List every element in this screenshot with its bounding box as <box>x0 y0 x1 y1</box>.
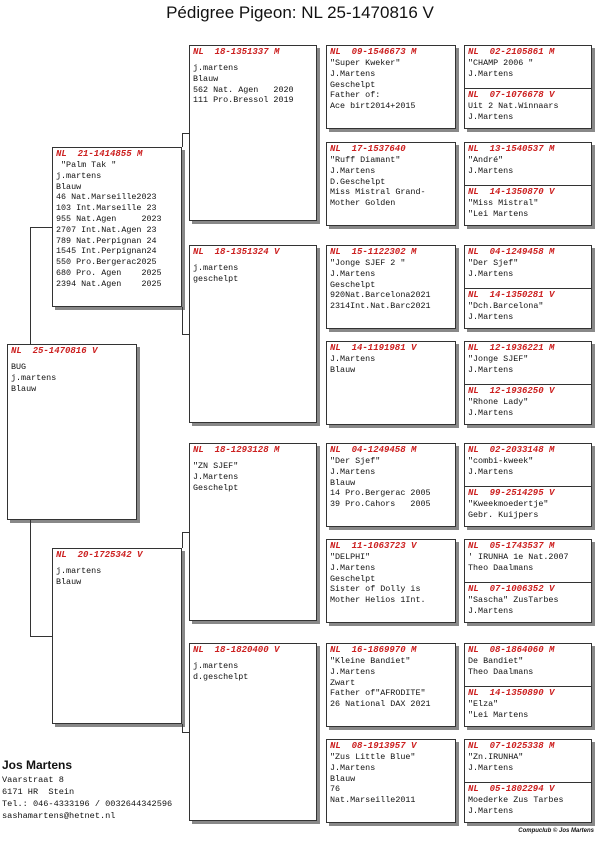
ring-number: NL 14-1350281 V <box>468 290 555 300</box>
ring-number: NL 25-1470816 V <box>11 346 98 356</box>
bird-details <box>190 63 316 106</box>
detail-line: Nat.Marseille2011 <box>330 795 416 806</box>
detail-line: J.Martens <box>468 605 514 616</box>
pigeon-card-great-grandparent[interactable] <box>326 739 456 823</box>
connector-line <box>182 532 189 533</box>
detail-line: Uit 2 Nat.Winnaars <box>468 101 559 111</box>
detail-line: J.Martens <box>330 762 376 773</box>
detail-line: Blauw <box>193 73 219 84</box>
bird-details <box>465 552 591 574</box>
detail-line: "Elza" <box>468 699 499 709</box>
pigeon-card-grandparent[interactable] <box>189 245 317 423</box>
ring-number: NL 05-1743537 M <box>468 541 555 551</box>
pigeon-card-great-grandparent[interactable] <box>326 443 456 527</box>
owner-address: Vaarstraat 8 <box>2 775 64 785</box>
ring-number: NL 07-1006352 V <box>468 584 555 594</box>
detail-line: Blauw <box>56 576 82 587</box>
ring-number: NL 02-2105861 M <box>468 47 555 57</box>
detail-line: Theo Daalmans <box>468 562 534 573</box>
detail-line: "DELPHI" <box>330 552 371 562</box>
detail-line: Father of"AFRODITE" <box>330 688 426 699</box>
pigeon-card-dam[interactable] <box>465 88 591 129</box>
pigeon-card-dam[interactable] <box>465 288 591 329</box>
pigeon-card-dam[interactable] <box>465 686 591 727</box>
ring-number: NL 04-1249458 M <box>330 445 417 455</box>
pigeon-card-subject[interactable] <box>7 344 137 520</box>
pigeon-card-sire[interactable] <box>465 46 591 88</box>
ring-number: NL 20-1725342 V <box>56 550 143 560</box>
detail-line: Mother Helios 1Int. <box>330 595 426 606</box>
bird-details <box>190 263 316 285</box>
connector-line <box>182 307 183 334</box>
detail-line: 111 Pro.Bressol 2019 <box>193 95 294 106</box>
detail-line: "André" <box>468 155 504 165</box>
detail-line: Theo Daalmans <box>468 666 534 677</box>
detail-line: Blauw <box>330 773 356 784</box>
bird-details <box>465 499 591 521</box>
connector-line <box>30 520 31 636</box>
pigeon-card-dam[interactable] <box>465 384 591 425</box>
bird-details <box>53 160 181 290</box>
pigeon-card-great-grandparent[interactable] <box>326 643 456 727</box>
pigeon-card-parent[interactable] <box>52 548 182 724</box>
detail-line: Miss Mistral Grand- <box>330 187 426 198</box>
ring-number: NL 15-1122302 M <box>330 247 417 257</box>
connector-line <box>30 227 31 344</box>
detail-line: "Der Sjef" <box>330 456 381 466</box>
bird-details <box>327 456 455 510</box>
detail-line: d.geschelpt <box>193 671 249 682</box>
bird-details <box>465 101 591 123</box>
detail-line: 103 Int.Marseille 23 <box>56 203 157 214</box>
detail-line: Geschelpt <box>330 79 376 90</box>
pigeon-card-grandparent[interactable] <box>189 45 317 221</box>
detail-line: "Lei Martens <box>468 709 529 720</box>
bird-details <box>190 661 316 683</box>
connector-line <box>30 227 52 228</box>
bird-details <box>327 155 455 209</box>
detail-line: 1545 Int.Perpignan24 <box>56 246 157 257</box>
detail-line: J.Martens <box>468 364 514 375</box>
ring-number: NL 13-1540537 M <box>468 144 555 154</box>
detail-line: J.Martens <box>468 762 514 773</box>
detail-line: J.Martens <box>468 311 514 322</box>
detail-line: 955 Nat.Agen 2023 <box>56 213 162 224</box>
detail-line: J.Martens <box>468 805 514 816</box>
ancestor-pair <box>464 142 592 226</box>
ancestor-pair <box>464 539 592 623</box>
detail-line: 562 Nat. Agen 2020 <box>193 84 294 95</box>
ring-number: NL 12-1936250 V <box>468 386 555 396</box>
detail-line: Blauw <box>56 181 82 192</box>
pigeon-card-sire[interactable] <box>465 644 591 686</box>
detail-line: "Kleine Bandiet" <box>330 656 411 666</box>
bird-details <box>327 752 455 806</box>
ring-number: NL 05-1802294 V <box>468 784 555 794</box>
detail-line: "Ruff Diamant" <box>330 155 401 165</box>
detail-line: Moederke Zus Tarbes <box>468 795 564 805</box>
detail-line: Gebr. Kuijpers <box>468 509 539 520</box>
connector-line <box>30 636 52 637</box>
detail-line: j.martens <box>56 566 102 576</box>
bird-details <box>465 198 591 220</box>
bird-details <box>465 354 591 376</box>
bird-details <box>327 354 455 376</box>
detail-line: "CHAMP 2006 " <box>468 58 534 68</box>
detail-line: 2707 Int.Nat.Agen 23 <box>56 224 157 235</box>
detail-line: J.Martens <box>330 666 376 677</box>
detail-line: Geschelpt <box>193 482 239 493</box>
detail-line: "Jonge SJEF 2 " <box>330 258 406 268</box>
bird-details <box>465 301 591 323</box>
detail-line: 39 Pro.Cahors 2005 <box>330 499 431 510</box>
pigeon-card-great-grandparent[interactable] <box>326 45 456 129</box>
detail-line: J.Martens <box>330 466 376 477</box>
bird-details <box>53 566 181 588</box>
bird-details <box>327 552 455 606</box>
bird-details <box>327 58 455 112</box>
detail-line: Blauw <box>11 383 37 394</box>
ring-number: NL 17-1537640 <box>330 144 406 154</box>
bird-details <box>465 258 591 280</box>
ring-number: NL 16-1869970 M <box>330 645 417 655</box>
detail-line: j.martens <box>193 63 239 73</box>
owner-tel: Tel.: 046-4333196 / 0032644342596 <box>2 799 173 809</box>
ancestor-pair <box>464 341 592 425</box>
detail-line: "Kweekmoedertje" <box>468 499 549 509</box>
detail-line: "Zus Little Blue" <box>330 752 416 762</box>
bird-details <box>465 699 591 721</box>
detail-line: "Der Sjef" <box>468 258 519 268</box>
pigeon-card-great-grandparent[interactable] <box>326 341 456 425</box>
detail-line: 2314Int.Nat.Barc2021 <box>330 301 431 312</box>
pigeon-card-dam[interactable] <box>465 782 591 823</box>
detail-line: 680 Pro. Agen 2025 <box>56 267 162 278</box>
detail-line: J.Martens <box>468 268 514 279</box>
ring-number: NL 18-1351324 V <box>193 247 280 257</box>
detail-line: Mother Golden <box>330 198 396 209</box>
detail-line: "Miss Mistral" <box>468 198 539 208</box>
ancestor-pair <box>464 643 592 727</box>
detail-line: 2394 Nat.Agen 2025 <box>56 278 162 289</box>
detail-line: j.martens <box>193 661 239 671</box>
bird-details <box>465 595 591 617</box>
bird-details <box>465 795 591 817</box>
pigeon-card-sire[interactable] <box>465 342 591 384</box>
connector-line <box>182 724 183 732</box>
detail-line: "Rhone Lady" <box>468 397 529 407</box>
detail-line: 46 Nat.Marseille2023 <box>56 192 157 203</box>
ring-number: NL 18-1820400 V <box>193 645 280 655</box>
ring-number: NL 07-1025338 M <box>468 741 555 751</box>
pigeon-card-sire[interactable] <box>465 540 591 582</box>
detail-line: j.martens <box>193 263 239 273</box>
detail-line: 550 Pro.Bergerac2025 <box>56 257 157 268</box>
detail-line: J.Martens <box>330 354 376 364</box>
detail-line: 789 Nat.Perpignan 24 <box>56 235 157 246</box>
connector-line <box>182 133 189 134</box>
ancestor-pair <box>464 45 592 129</box>
pigeon-card-sire[interactable] <box>465 740 591 782</box>
ring-number: NL 12-1936221 M <box>468 343 555 353</box>
owner-city: 6171 HR Stein <box>2 787 75 797</box>
detail-line: Zwart <box>330 677 356 688</box>
detail-line: J.Martens <box>330 165 376 176</box>
detail-line: De Bandiet" <box>468 656 524 666</box>
pigeon-card-sire[interactable] <box>465 143 591 185</box>
pigeon-card-dam[interactable] <box>465 185 591 226</box>
bird-details <box>8 362 136 394</box>
ring-number: NL 07-1076678 V <box>468 90 555 100</box>
pigeon-card-dam[interactable] <box>465 486 591 527</box>
detail-line: 76 <box>330 784 341 795</box>
pigeon-card-sire[interactable] <box>465 444 591 486</box>
detail-line: "combi-kweek" <box>468 456 534 466</box>
detail-line: J.Martens <box>330 68 376 79</box>
bird-details <box>465 656 591 678</box>
connector-line <box>182 532 183 548</box>
ring-number: NL 14-1350870 V <box>468 187 555 197</box>
detail-line: J.Martens <box>468 165 514 176</box>
ring-number: NL 14-1350890 V <box>468 688 555 698</box>
detail-line: "Zn.IRUNHA" <box>468 752 524 762</box>
ring-number: NL 02-2033148 M <box>468 445 555 455</box>
detail-line: Blauw <box>330 364 356 375</box>
detail-line: "Super Kweker" <box>330 58 401 68</box>
ring-number: NL 08-1913957 V <box>330 741 417 751</box>
detail-line: J.Martens <box>468 407 514 418</box>
pigeon-card-great-grandparent[interactable] <box>326 539 456 623</box>
pigeon-card-grandparent[interactable] <box>189 443 317 621</box>
page-title: Pédigree Pigeon: NL 25-1470816 V <box>166 3 434 22</box>
pigeon-card-sire[interactable] <box>465 246 591 288</box>
connector-line <box>182 133 183 147</box>
detail-line: "ZN SJEF" <box>193 461 239 471</box>
bird-details <box>327 258 455 312</box>
detail-line: Blauw <box>330 477 356 488</box>
detail-line: J.Martens <box>330 268 376 279</box>
bird-details <box>465 155 591 177</box>
detail-line: "Jonge SJEF" <box>468 354 529 364</box>
ring-number: NL 21-1414855 M <box>56 149 143 159</box>
detail-line: Geschelpt <box>330 279 376 290</box>
detail-line: J.Martens <box>330 562 376 573</box>
detail-line: 14 Pro.Bergerac 2005 <box>330 488 431 499</box>
ring-number: NL 14-1191981 V <box>330 343 417 353</box>
bird-details <box>465 456 591 478</box>
pigeon-card-great-grandparent[interactable] <box>326 245 456 329</box>
ring-number: NL 18-1351337 M <box>193 47 280 57</box>
detail-line: geschelpt <box>193 273 239 284</box>
detail-line: D.Geschelpt <box>330 176 386 187</box>
detail-line: Sister of Dolly is <box>330 584 421 595</box>
detail-line: J.Martens <box>468 466 514 477</box>
ancestor-pair <box>464 739 592 823</box>
ancestor-pair <box>464 443 592 527</box>
detail-line: Father of: <box>330 90 381 101</box>
bird-details <box>465 58 591 80</box>
owner-name: Jos Martens <box>2 758 73 772</box>
connector-line <box>182 732 189 733</box>
pigeon-card-grandparent[interactable] <box>189 643 317 821</box>
ring-number: NL 11-1063723 V <box>330 541 417 551</box>
connector-line <box>182 334 189 335</box>
detail-line: Ace birt2014+2015 <box>330 101 416 112</box>
detail-line: Geschelpt <box>330 573 376 584</box>
detail-line: ' IRUNHA 1e Nat.2007 <box>468 552 569 562</box>
ancestor-pair <box>464 245 592 329</box>
bird-details <box>327 656 455 710</box>
owner-email[interactable]: sashamartens@hetnet.nl <box>2 811 116 821</box>
detail-line: J.Martens <box>468 68 514 79</box>
detail-line: 920Nat.Barcelona2021 <box>330 290 431 301</box>
owner-block <box>2 758 172 822</box>
detail-line: "Sascha" ZusTarbes <box>468 595 559 605</box>
ring-number: NL 18-1293128 M <box>193 445 280 455</box>
bird-details <box>190 461 316 493</box>
detail-line: j.martens <box>56 170 102 181</box>
detail-line: 26 National DAX 2021 <box>330 699 431 710</box>
detail-line: BUG <box>11 362 27 372</box>
pigeon-card-dam[interactable] <box>465 582 591 623</box>
pigeon-card-parent[interactable] <box>52 147 182 307</box>
detail-line: "Palm Tak " <box>56 160 117 170</box>
detail-line: "Dch.Barcelona" <box>468 301 544 311</box>
ring-number: NL 99-2514295 V <box>468 488 555 498</box>
detail-line: "Lei Martens <box>468 208 529 219</box>
bird-details <box>465 752 591 774</box>
detail-line: J.Martens <box>193 471 239 482</box>
footer-credit: Compuclub © Jos Martens <box>518 828 594 834</box>
pigeon-card-great-grandparent[interactable] <box>326 142 456 226</box>
bird-details <box>465 397 591 419</box>
detail-line: j.martens <box>11 372 57 383</box>
ring-number: NL 09-1546673 M <box>330 47 417 57</box>
detail-line: J.Martens <box>468 111 514 122</box>
ring-number: NL 08-1864060 M <box>468 645 555 655</box>
ring-number: NL 04-1249458 M <box>468 247 555 257</box>
